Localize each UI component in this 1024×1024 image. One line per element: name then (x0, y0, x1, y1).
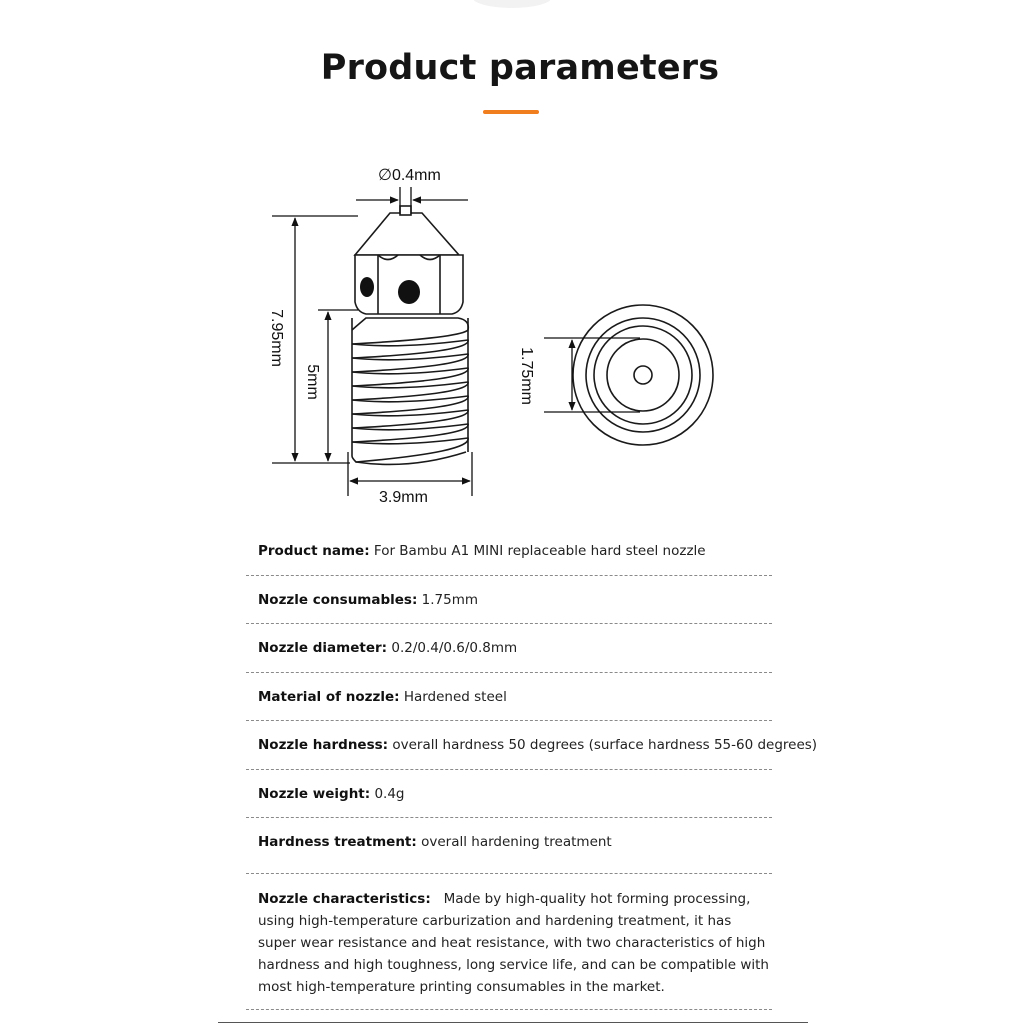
spec-label: Hardness treatment: (258, 834, 417, 850)
nozzle-end-view (573, 305, 713, 445)
spec-value: For Bambu A1 MINI replaceable hard steel nozzle (373, 543, 706, 559)
spec-label: Nozzle diameter: (258, 640, 388, 656)
end-view-ring-4 (607, 339, 679, 411)
spec-row-weight (246, 770, 772, 819)
hex-hole-left (360, 277, 374, 297)
spec-list (246, 527, 818, 1010)
spec-value: 1.75mm (421, 591, 479, 608)
hex-hole-right (398, 280, 420, 304)
spec-row-characteristics (246, 874, 772, 1010)
spec-row-consumables (246, 576, 772, 625)
spec-value: Hardened steel (403, 688, 507, 705)
spec-value: overall hardening treatment (421, 834, 612, 850)
nozzle-side-view (352, 206, 468, 464)
spec-value: overall hardness 50 degrees (surface hardness 55-60 degrees) (392, 737, 818, 753)
spec-row-hardness-treatment (246, 818, 772, 874)
spec-value: 0.4g (374, 785, 405, 802)
nozzle-threads (352, 318, 468, 464)
nozzle-cone (355, 213, 459, 255)
spec-label: Nozzle consumables: (258, 591, 418, 608)
end-view-ring-2 (586, 318, 700, 432)
spec-label: Nozzle characteristics: (258, 891, 431, 907)
spec-row-diameter (246, 624, 772, 673)
thread-width-label: 3.9mm (379, 489, 428, 506)
tip-diameter-dimension (356, 187, 468, 214)
page-title: Product parameters (320, 48, 720, 88)
spec-label: Product name: (258, 543, 370, 559)
end-view-orifice (634, 366, 652, 384)
thread-length-label: 5mm (304, 364, 321, 400)
spec-label: Nozzle hardness: (258, 737, 389, 753)
spec-value: Made by high-quality hot forming processing, using high-temperature carburization and hardening treatment, it has super wear resistance and heat resistance, with two characteristics of high hardness and high toughness, long service life, and can be compatible with most high-temperature printing consumables in the market. (258, 891, 769, 995)
spec-label: Nozzle weight: (258, 785, 371, 802)
end-view-ring-3 (594, 326, 692, 424)
spec-value: 0.2/0.4/0.6/0.8mm (391, 640, 518, 656)
spec-row-material (246, 673, 772, 722)
filament-diameter-label: 1.75mm (518, 347, 535, 405)
nozzle-orifice (400, 206, 411, 215)
bottom-divider (218, 1022, 808, 1023)
spec-label: Material of nozzle: (258, 688, 400, 705)
tip-diameter-label: ∅0.4mm (378, 167, 441, 184)
spec-row-product-name (246, 527, 772, 576)
total-length-label: 7.95mm (268, 309, 285, 367)
spec-row-hardness (246, 721, 818, 770)
